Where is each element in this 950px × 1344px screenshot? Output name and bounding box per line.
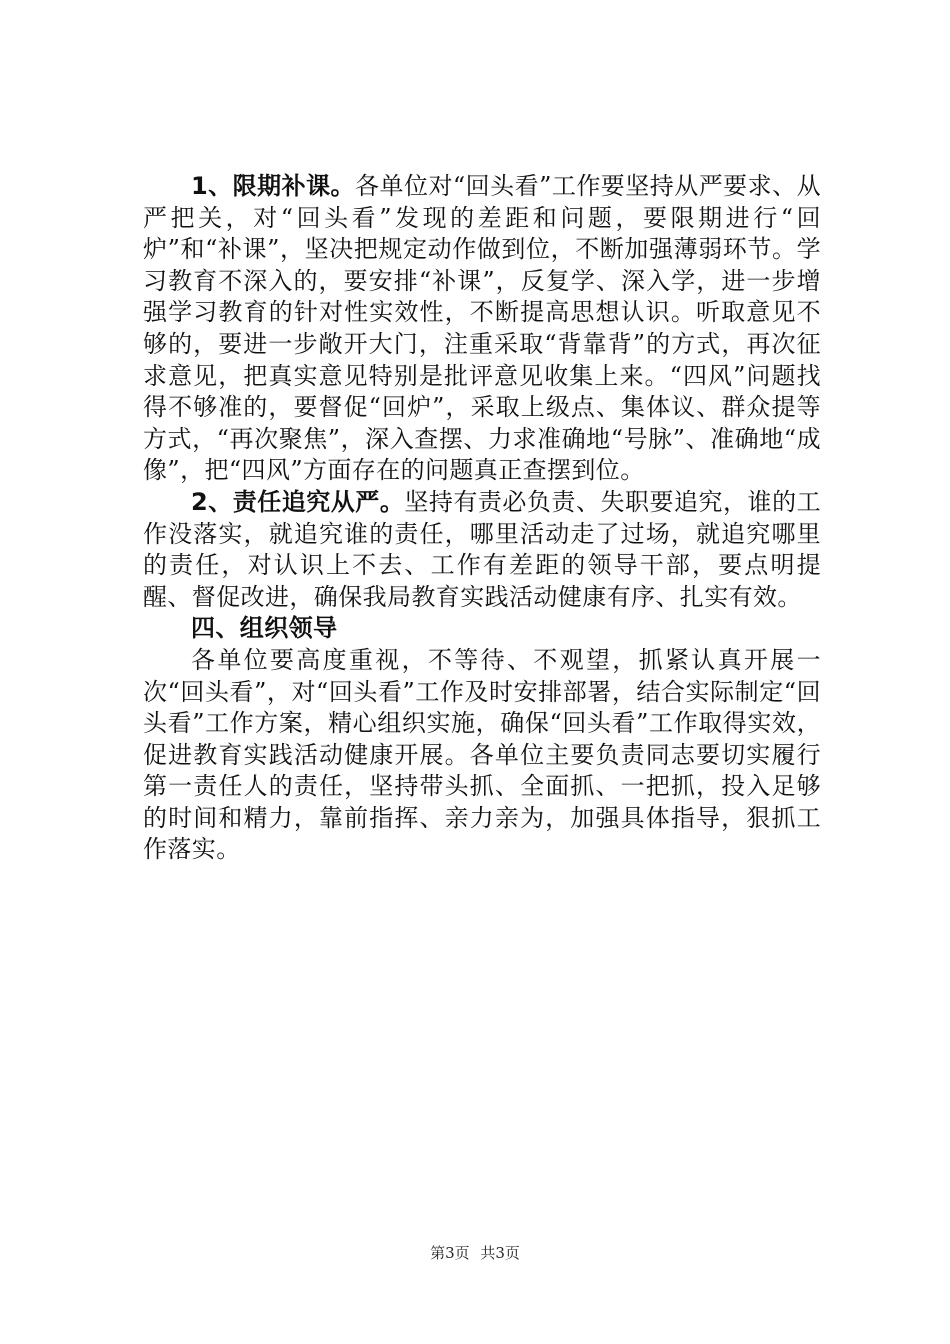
document-body xyxy=(143,171,821,866)
page-footer xyxy=(0,1242,950,1263)
paragraph-makeup-lessons xyxy=(143,171,821,487)
paragraph-text-makeup-lessons: 各单位对“回头看”工作要坚持从严要求、从严把关，对“回头看”发现的差距和问题，要限期进行“回炉”和“补课”，坚决把规定动作做到位，不断加强薄弱环节。学习教育不深入的，要安排“补课”，反复学、深入学，进一步增强学习教育的针对性实效性，不断提高思想认识。听取意见不够的，要进一步敞开大门，注重采取“背靠背”的方式，再次征求意见，把真实意见特别是批评意见收集上来。“四风”问题找得不够准的，要督促“回炉”，采取上级点、集体议、群众提等方式，“再次聚焦”，深入查摆、力求准确地“号脉”、准确地“成像”，把“四风”方面存在的问题真正查摆到位。 xyxy=(143,172,821,485)
paragraph-organization: 各单位要高度重视，不等待、不观望，抓紧认真开展一次“回头看”，对“回头看”工作及时安排部署，结合实际制定“回头看”工作方案，精心组织实施，确保“回头看”工作取得实效，促进教育实践活动健康开展。各单位主要负责同志要切实履行第一责任人的责任，坚持带头抓、全面抓、一把抓，投入足够的时间和精力，靠前指挥、亲力亲为，加强具体指导，狠抓工作落实。 xyxy=(143,645,821,864)
paragraph-lead-makeup-lessons: 1、限期补课。 xyxy=(191,172,356,200)
page-number: 第3页 xyxy=(430,1244,470,1262)
section-heading-organization: 四、组织领导 xyxy=(191,614,338,643)
paragraph-text-accountability: 坚持有责必负责、失职要追究，谁的工作没落实，就追究谁的责任，哪里活动走了过场，就追究哪里的责任，对认识上不去、工作有差距的领导干部，要点明提醒、督促改进，确保我局教育实践活动健康有序、扎实有效。 xyxy=(143,487,821,611)
paragraph-accountability xyxy=(143,487,821,613)
page-total: 共3页 xyxy=(480,1244,520,1262)
paragraph-lead-accountability: 2、责任追究从严。 xyxy=(191,487,405,516)
